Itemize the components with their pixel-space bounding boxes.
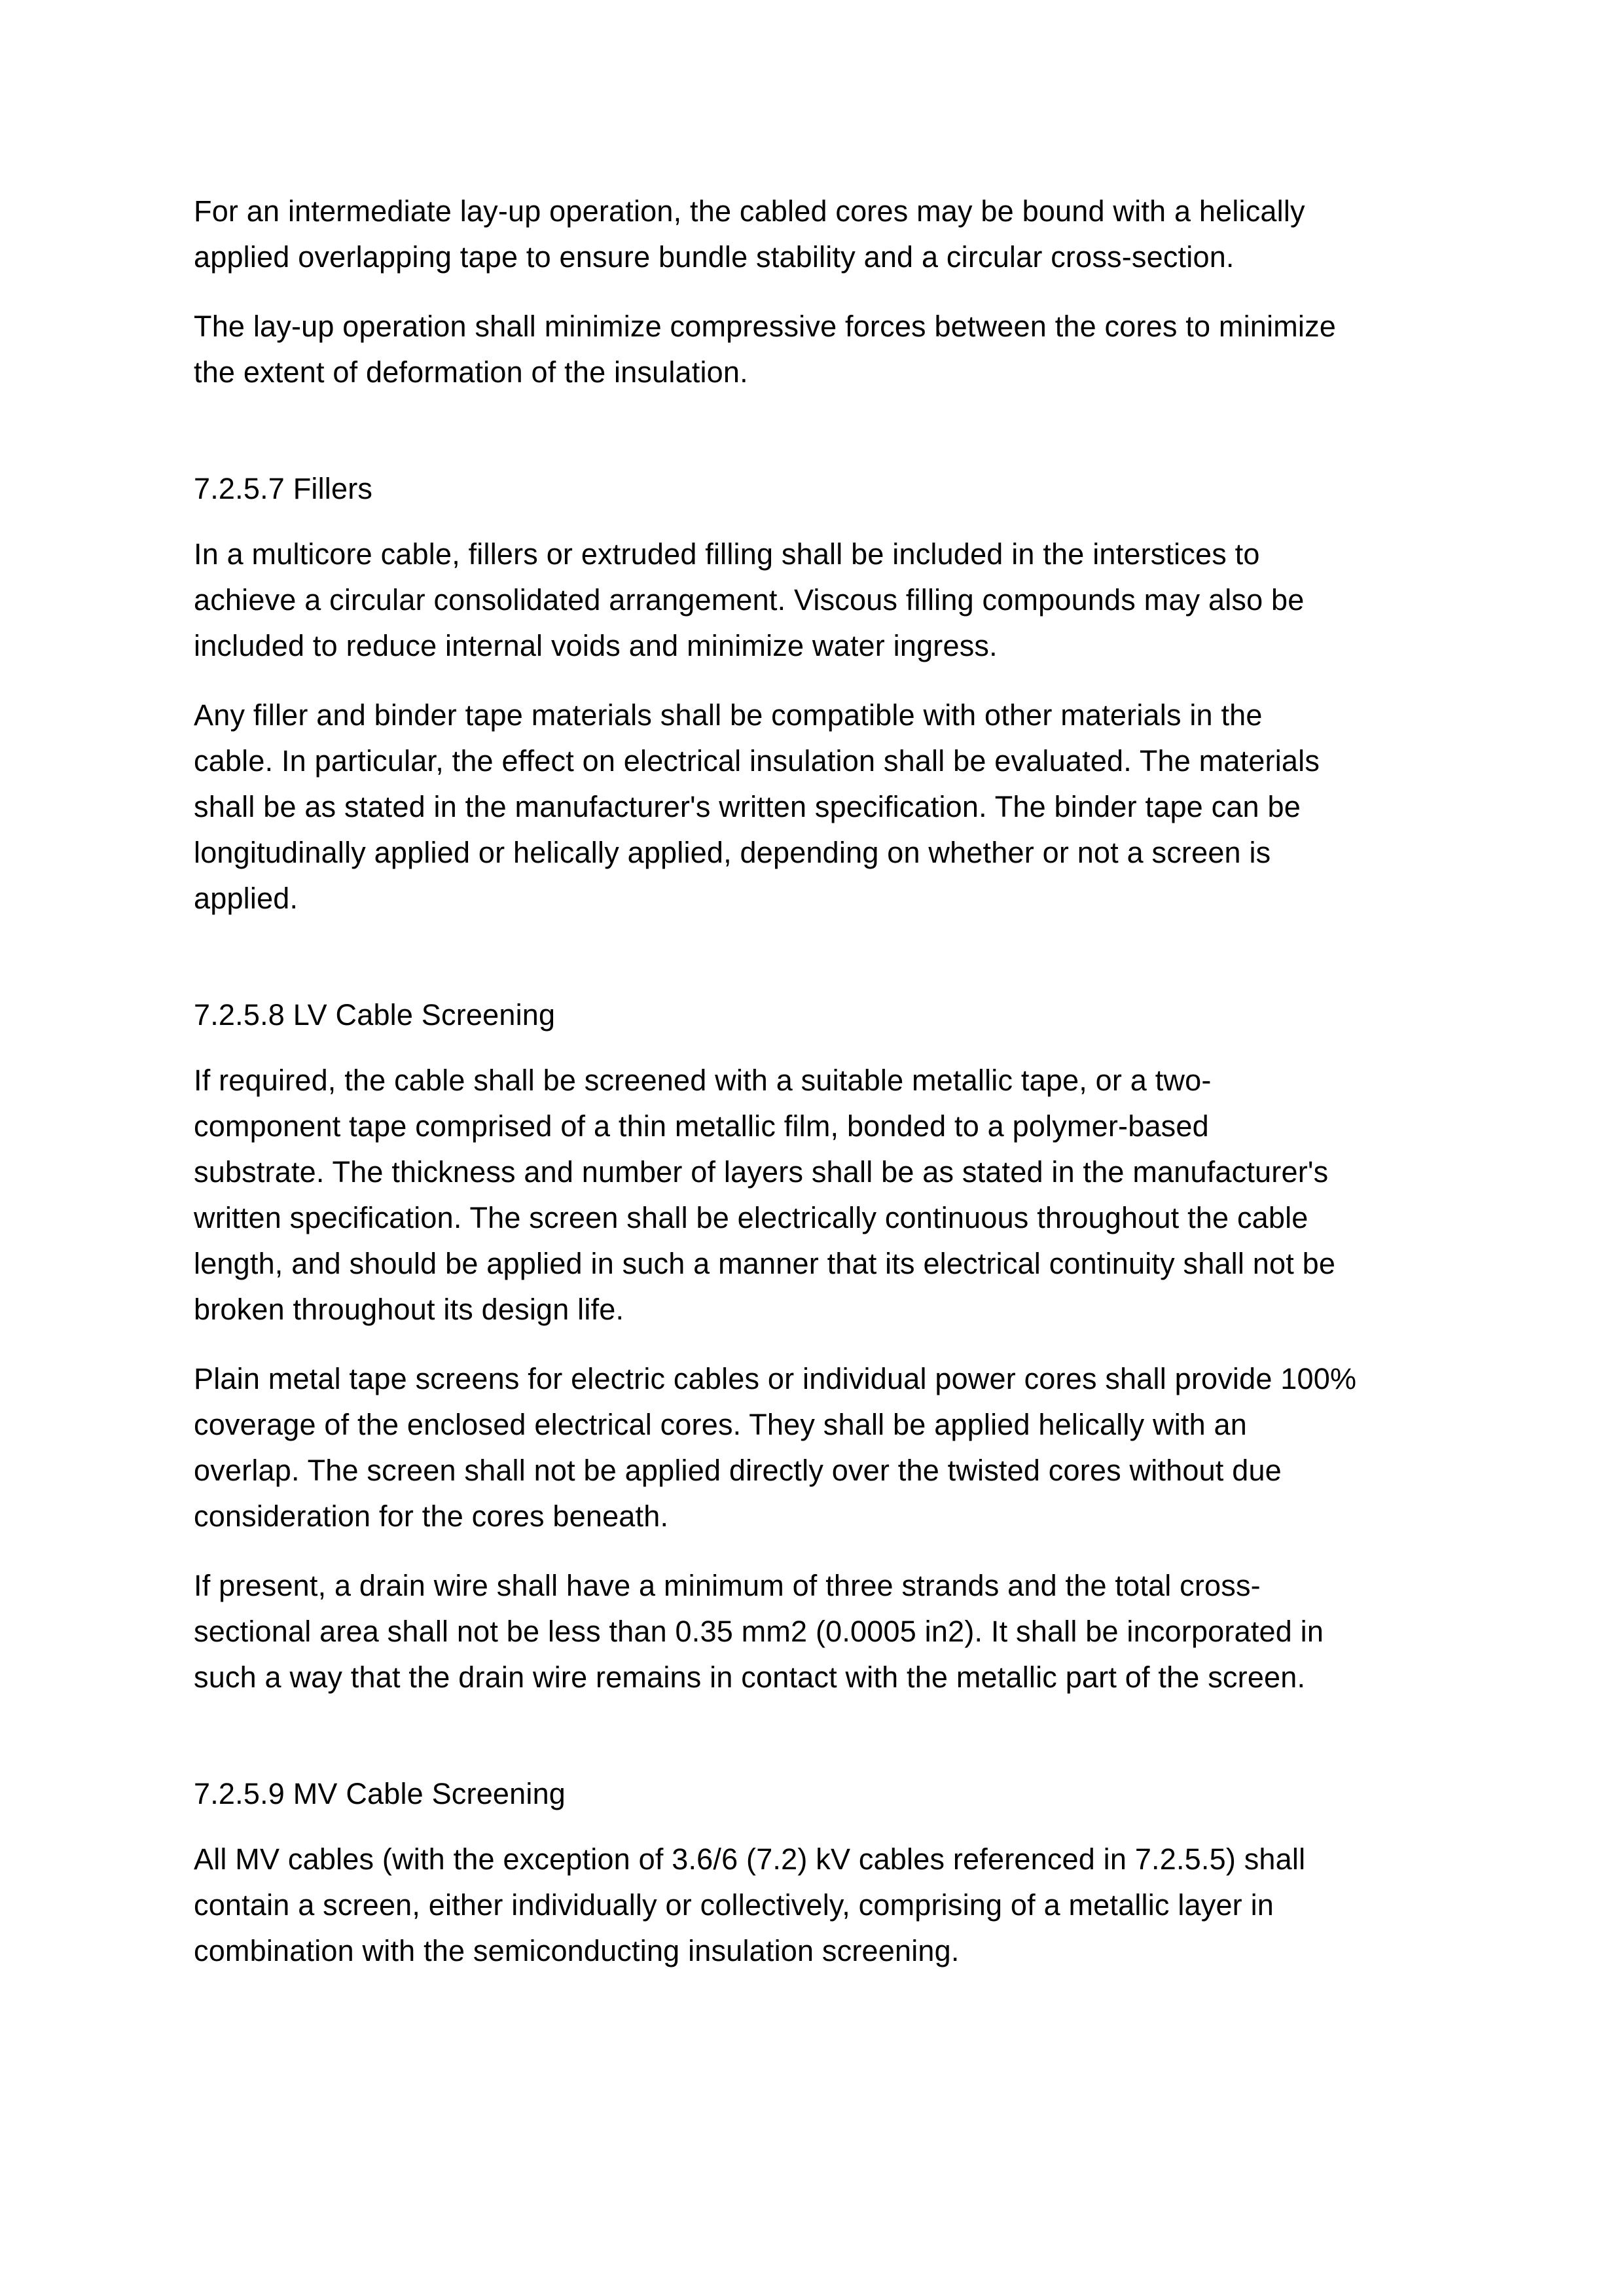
text-line: coverage of the enclosed electrical cores. They shall be applied helically with an bbox=[194, 1408, 1247, 1441]
text-line: achieve a circular consolidated arrangement. Viscous filling compounds may also be bbox=[194, 583, 1305, 617]
heading-line: 7.2.5.7 Fillers bbox=[194, 472, 373, 505]
text-line: broken throughout its design life. bbox=[194, 1293, 624, 1326]
heading-lv-cable-screening bbox=[194, 992, 1464, 1038]
text-line: Any filler and binder tape materials shall be compatible with other materials in the bbox=[194, 698, 1263, 732]
text-line: sectional area shall not be less than 0.35 mm2 (0.0005 in2). It shall be incorporated in bbox=[194, 1615, 1324, 1648]
text-line: applied. bbox=[194, 882, 298, 915]
text-line: longitudinally applied or helically applied, depending on whether or not a screen is bbox=[194, 836, 1271, 869]
paragraph-layup-compressive bbox=[194, 304, 1464, 395]
paragraph-filler-binder-compatibility bbox=[194, 692, 1464, 922]
text-line: substrate. The thickness and number of layers shall be as stated in the manufacturer's bbox=[194, 1155, 1329, 1189]
text-line: the extent of deformation of the insulation. bbox=[194, 355, 748, 389]
text-line: If present, a drain wire shall have a minimum of three strands and the total cross- bbox=[194, 1569, 1261, 1602]
text-line: applied overlapping tape to ensure bundle stability and a circular cross-section. bbox=[194, 240, 1235, 274]
text-line: All MV cables (with the exception of 3.6/6 (7.2) kV cables referenced in 7.2.5.5) shall bbox=[194, 1842, 1306, 1876]
text-line: component tape comprised of a thin metallic film, bonded to a polymer-based bbox=[194, 1109, 1209, 1143]
text-line: included to reduce internal voids and minimize water ingress. bbox=[194, 629, 998, 662]
paragraph-mv-screen-requirement bbox=[194, 1837, 1464, 1974]
text-line: In a multicore cable, fillers or extruded filling shall be included in the interstices to bbox=[194, 537, 1260, 571]
text-line: For an intermediate lay-up operation, the cabled cores may be bound with a helically bbox=[194, 194, 1305, 228]
heading-line: 7.2.5.8 LV Cable Screening bbox=[194, 998, 556, 1031]
text-line: such a way that the drain wire remains in contact with the metallic part of the screen. bbox=[194, 1660, 1306, 1694]
text-line: cable. In particular, the effect on electrical insulation shall be evaluated. The materials bbox=[194, 744, 1320, 778]
paragraph-lv-screen-tape bbox=[194, 1058, 1464, 1333]
heading-mv-cable-screening bbox=[194, 1771, 1464, 1817]
text-line: shall be as stated in the manufacturer's written specification. The binder tape can be bbox=[194, 790, 1301, 823]
heading-line: 7.2.5.9 MV Cable Screening bbox=[194, 1777, 566, 1810]
heading-fillers bbox=[194, 466, 1464, 512]
text-line: The lay-up operation shall minimize compressive forces between the cores to minimize bbox=[194, 310, 1337, 343]
text-line: combination with the semiconducting insulation screening. bbox=[194, 1934, 960, 1967]
text-line: contain a screen, either individually or collectively, comprising of a metallic layer in bbox=[194, 1888, 1274, 1922]
paragraph-drain-wire bbox=[194, 1563, 1464, 1700]
paragraph-fillers-interstices bbox=[194, 531, 1464, 669]
document-body bbox=[194, 188, 1464, 1998]
text-line: written specification. The screen shall be electrically continuous throughout the cable bbox=[194, 1201, 1308, 1234]
text-line: consideration for the cores beneath. bbox=[194, 1499, 669, 1533]
text-line: length, and should be applied in such a manner that its electrical continuity shall not be bbox=[194, 1247, 1336, 1280]
text-line: Plain metal tape screens for electric cables or individual power cores shall provide 100% bbox=[194, 1362, 1357, 1395]
paragraph-plain-metal-tape bbox=[194, 1356, 1464, 1539]
text-line: overlap. The screen shall not be applied directly over the twisted cores without due bbox=[194, 1454, 1282, 1487]
text-line: If required, the cable shall be screened with a suitable metallic tape, or a two- bbox=[194, 1064, 1212, 1097]
paragraph-layup-binding bbox=[194, 188, 1464, 280]
